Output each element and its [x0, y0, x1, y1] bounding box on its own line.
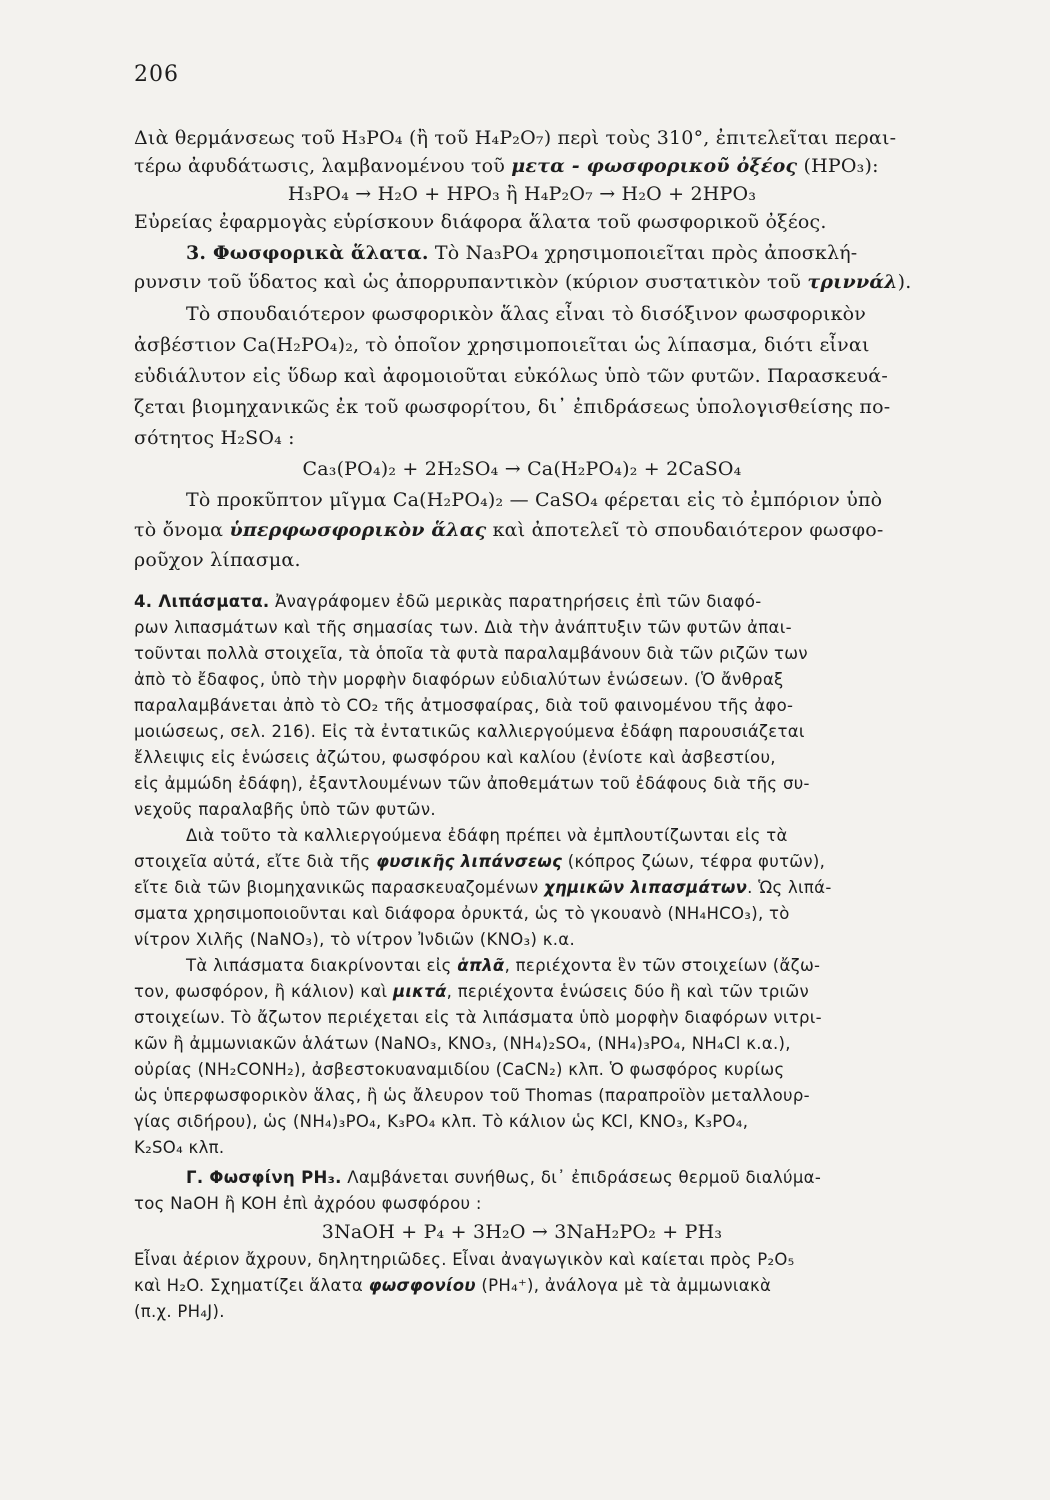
section-heading: 3. Φωσφορικὰ ἅλατα. Τὸ Na₃PO₄ χρησιμοποιεῖται πρὸς ἀποσκλή-	[186, 242, 858, 264]
page-number: 206	[134, 62, 179, 87]
text-line: τος NaOH ἢ KOH ἐπὶ ἀχρόου φωσφόρου :	[134, 1194, 482, 1213]
text-line: Διὰ θερμάνσεως τοῦ H₃PO₄ (ἢ τοῦ H₄P₂O₇) περὶ τοὺς 310°, ἐπιτελεῖται περαι-	[134, 127, 897, 149]
text-line: ἀπὸ τὸ ἔδαφος, ὑπὸ τὴν μορφὴν διαφόρων εὐδιαλύτων ἑνώσεων. (Ὁ ἄνθραξ	[134, 670, 784, 689]
equation: H₃PO₄ → H₂O + HPO₃ ἢ H₄P₂O₇ → H₂O + 2HPO₃	[287, 183, 757, 205]
text-line: εἰς ἀμμώδη ἐδάφη), ἐξαντλουμένων τῶν ἀποθεμάτων τοῦ ἐδάφους διὰ τῆς συ-	[134, 774, 810, 793]
text-line: Διὰ τοῦτο τὰ καλλιεργούμενα ἐδάφη πρέπει νὰ ἐμπλουτίζωνται εἰς τὰ	[186, 826, 788, 845]
equation: Ca₃(PO₄)₂ + 2H₂SO₄ → Ca(H₂PO₄)₂ + 2CaSO₄	[302, 458, 742, 480]
text-line: μοιώσεως, σελ. 216). Εἰς τὰ ἐντατικῶς καλλιεργούμενα ἐδάφη παρουσιάζεται	[134, 722, 805, 741]
text-line: τοῦνται πολλὰ στοιχεῖα, τὰ ὁποῖα τὰ φυτὰ παραλαμβάνουν διὰ τῶν ριζῶν των	[134, 644, 808, 663]
text-line: ρυνσιν τοῦ ὕδατος καὶ ὡς ἀπορρυπαντικὸν (κύριον συστατικὸν τοῦ τριννάλ).	[134, 271, 912, 293]
text-line: Τὸ σπουδαιότερον φωσφορικὸν ἅλας εἶναι τὸ δισόξινον φωσφορικὸν	[186, 303, 867, 325]
section-heading: 4. Λιπάσματα. Ἀναγράφομεν ἐδῶ μερικὰς παρατηρήσεις ἐπὶ τῶν διαφό-	[134, 592, 762, 611]
text-line: τον, φωσφόρον, ἢ κάλιον) καὶ μικτά, περιέχοντα ἑνώσεις δύο ἢ καὶ τῶν τριῶν	[134, 982, 810, 1001]
text-line: στοιχείων. Τὸ ἄζωτον περιέχεται εἰς τὰ λιπάσματα ὑπὸ μορφὴν διαφόρων νιτρι-	[134, 1008, 822, 1027]
text-line: ρων λιπασμάτων καὶ τῆς σημασίας των. Διὰ τὴν ἀνάπτυξιν τῶν φυτῶν ἀπαι-	[134, 618, 792, 637]
text-line: εἴτε διὰ τῶν βιομηχανικῶς παρασκευαζομένων χημικῶν λιπασμάτων. Ὡς λιπά-	[134, 878, 832, 897]
text-line: κῶν ἢ ἀμμωνιακῶν ἁλάτων (NaNO₃, KNO₃, (NH₄)₂SO₄, (NH₄)₃PO₄, NH₄Cl κ.α.),	[134, 1034, 791, 1053]
text-line: ζεται βιομηχανικῶς ἐκ τοῦ φωσφορίτου, δι᾽ ἐπιδράσεως ὑπολογισθείσης πο-	[134, 396, 891, 418]
text-line: (π.χ. PH₄J).	[134, 1302, 225, 1321]
text-line: στοιχεῖα αὐτά, εἴτε διὰ τῆς φυσικῆς λιπάνσεως (κόπρος ζώων, τέφρα φυτῶν),	[134, 852, 826, 871]
text-line: εὐδιάλυτον εἰς ὕδωρ καὶ ἀφομοιοῦται εὐκόλως ὑπὸ τῶν φυτῶν. Παρασκευά-	[134, 365, 888, 387]
text-line: τέρω ἀφυδάτωσις, λαμβανομένου τοῦ μετα - φωσφορικοῦ ὀξέος (HPO₃):	[134, 155, 879, 177]
text-line: οὐρίας (NH₂CONH₂), ἀσβεστοκυαναμιδίου (CaCN₂) κλπ. Ὁ φωσφόρος κυρίως	[134, 1060, 785, 1079]
text-line: ἀσβέστιον Ca(H₂PO₄)₂, τὸ ὁποῖον χρησιμοποιεῖται ὡς λίπασμα, διότι εἶναι	[134, 334, 870, 356]
text-line: K₂SO₄ κλπ.	[134, 1138, 225, 1157]
text-line: ἔλλειψις εἰς ἑνώσεις ἀζώτου, φωσφόρου καὶ καλίου (ἐνίοτε καὶ ἀσβεστίου,	[134, 748, 776, 767]
text-line: νίτρον Χιλῆς (NaNO₃), τὸ νίτρον Ἰνδιῶν (KNO₃) κ.α.	[134, 930, 576, 949]
text-line: σότητος H₂SO₄ :	[134, 427, 295, 449]
text-line: τὸ ὄνομα ὑπερφωσφορικὸν ἅλας καὶ ἀποτελεῖ τὸ σπουδαιότερον φωσφο-	[134, 519, 884, 541]
text-line: γίας σιδήρου), ὡς (NH₄)₃PO₄, K₃PO₄ κλπ. Τὸ κάλιον ὡς KCl, KNO₃, K₃PO₄,	[134, 1112, 749, 1131]
text-line: Τὸ προκῦπτον μῖγμα Ca(H₂PO₄)₂ — CaSO₄ φέρεται εἰς τὸ ἐμπόριον ὑπὸ	[186, 489, 883, 511]
text-line: Εὐρείας ἐφαρμογὰς εὑρίσκουν διάφορα ἅλατα τοῦ φωσφορικοῦ ὀξέος.	[134, 211, 827, 233]
text-line: ὡς ὑπερφωσφορικὸν ἅλας, ἢ ὡς ἄλευρον τοῦ Thomas (παραπροϊὸν μεταλλουρ-	[134, 1086, 810, 1105]
equation: 3NaOH + P₄ + 3H₂O → 3NaH₂PO₂ + PH₃	[321, 1221, 723, 1243]
text-line: παραλαμβάνεται ἀπὸ τὸ CO₂ τῆς ἀτμοσφαίρας, διὰ τοῦ φαινομένου τῆς ἀφο-	[134, 696, 794, 715]
text-line: Εἶναι ἀέριον ἄχρουν, δηλητηριῶδες. Εἶναι ἀναγωγικὸν καὶ καίεται πρὸς P₂O₅	[134, 1250, 795, 1269]
text-line: καὶ H₂O. Σχηματίζει ἅλατα φωσφονίου (PH₄⁺), ἀνάλογα μὲ τὰ ἀμμωνιακὰ	[134, 1276, 772, 1295]
text-line: Τὰ λιπάσματα διακρίνονται εἰς ἁπλᾶ, περιέχοντα ἓν τῶν στοιχείων (ἄζω-	[186, 956, 821, 975]
text-line: νεχοῦς παραλαβῆς ὑπὸ τῶν φυτῶν.	[134, 800, 436, 819]
text-line: ροῦχον λίπασμα.	[134, 549, 301, 571]
section-heading: Γ. Φωσφίνη PH₃. Λαμβάνεται συνήθως, δι᾽ ἐπιδράσεως θερμοῦ διαλύμα-	[186, 1168, 822, 1187]
text-line: σματα χρησιμοποιοῦνται καὶ διάφορα ὀρυκτά, ὡς τὸ γκουανὸ (NH₄HCO₃), τὸ	[134, 904, 790, 923]
